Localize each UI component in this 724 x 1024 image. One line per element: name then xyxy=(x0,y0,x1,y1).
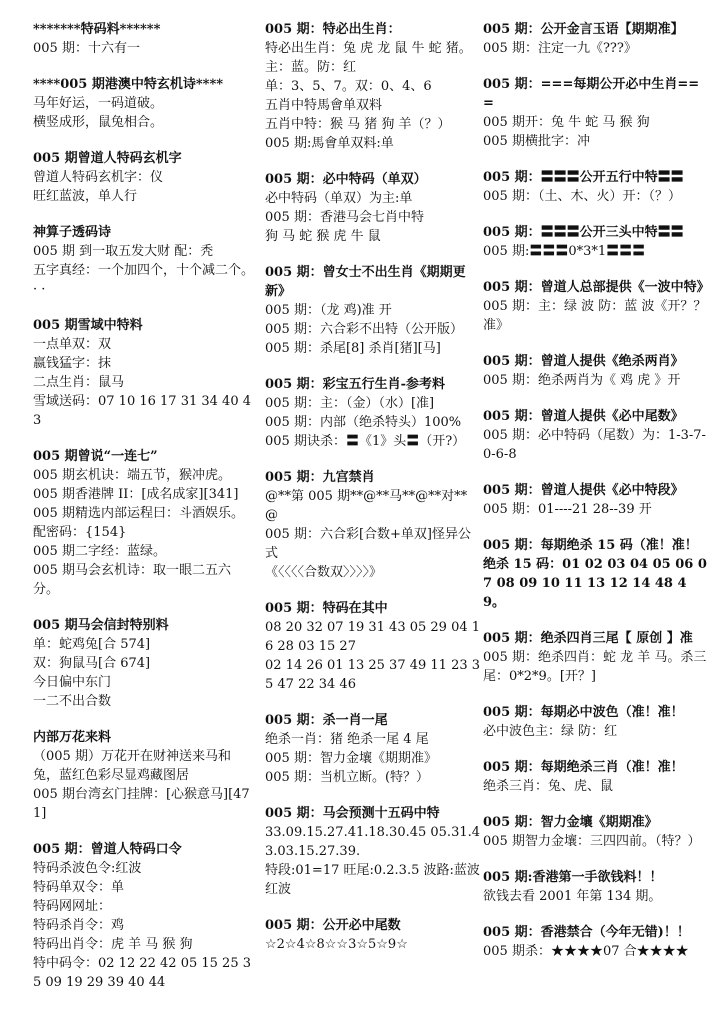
block-heading: 005 期：特码在其中 xyxy=(265,601,388,616)
block-heading: 005 期：公开必中尾数 xyxy=(265,918,401,933)
block-heading: 005 期：智力金壤《期期准》 xyxy=(483,815,658,830)
block-line: 005 期精选内部运程曰：斗酒娱乐。 xyxy=(33,506,244,521)
text-block xyxy=(483,536,708,612)
block-line: 005 期横批字：冲 xyxy=(483,134,590,149)
block-line: 005 期智力金壤：三四四前。（特？） xyxy=(483,834,701,849)
block-line: 005 期台湾玄门挂牌：[心猴意马][471] xyxy=(33,787,250,821)
block-heading: 005 期:香港第一手欲钱料！！ xyxy=(483,870,663,885)
block-line: 欲钱去看 2001 年第 134 期。 xyxy=(483,889,662,904)
block-line: 必中波色主：绿 防：红 xyxy=(483,724,618,739)
block-line: 旺红蓝波，单人行 xyxy=(33,189,138,204)
block-line: 005 期：主：绿 波 防：蓝 波《开？？准》 xyxy=(483,299,707,333)
text-block xyxy=(33,316,255,430)
block-line: 今日偏中东门 xyxy=(33,675,112,690)
block-line: 特码单双令：单 xyxy=(33,880,125,895)
block-heading: 005 期马会信封特别料 xyxy=(33,618,169,633)
block-line: 08 20 32 07 19 31 43 05 29 04 16 28 03 15 27 xyxy=(265,620,481,654)
block-line: 一二不出合数 xyxy=(33,694,112,709)
text-block xyxy=(33,616,255,711)
text-block xyxy=(33,223,255,299)
block-heading: 005 期曾道人特码玄机字 xyxy=(33,151,182,166)
block-line: 005 期开：兔 牛 蛇 马 猴 狗 xyxy=(483,115,650,130)
block-line: 005 期：01----21 28--39 开 xyxy=(483,502,652,517)
block-line: 005 期：（龙 鸡)准 开 xyxy=(265,303,392,318)
block-line: 005 期：智力金壤《期期准》 xyxy=(265,751,437,766)
block-line: 005 期香港牌 II：[成名成家][341] xyxy=(33,487,239,502)
text-block xyxy=(483,407,708,464)
block-line: 五字真经：一个加四个，十个减二个。 xyxy=(33,263,255,278)
block-heading: ****005 期港澳中特玄机诗**** xyxy=(33,77,224,92)
block-line: 特码出肖令：虎 羊 马 猴 狗 xyxy=(33,937,193,952)
block-line: 特码杀波色令:红波 xyxy=(33,861,142,876)
column-middle xyxy=(265,20,480,971)
text-block xyxy=(265,263,480,358)
block-heading: 005 期：曾道人提供《必中特段》 xyxy=(483,483,684,498)
text-block xyxy=(265,170,480,246)
block-heading: 005 期雪域中特料 xyxy=(33,318,143,333)
block-heading: 内部万花来料 xyxy=(33,730,112,745)
block-heading: 005 期：必中特码（单双） xyxy=(265,172,427,187)
text-block xyxy=(483,352,708,390)
block-line: 双：狗鼠马[合 674] xyxy=(33,656,151,671)
block-heading: 005 期：马会预测十五码中特 xyxy=(265,806,440,821)
block-line: 马年好运，一码道破。 xyxy=(33,96,164,111)
text-block xyxy=(265,804,480,899)
block-line: 一点单双：双 xyxy=(33,337,112,352)
block-line: 005 期：绝杀两肖为《 鸡 虎 》开 xyxy=(483,373,681,388)
text-block xyxy=(265,599,480,694)
text-block xyxy=(483,168,708,206)
block-line: 005 期：六合彩[合数+单双]怪异公式 xyxy=(265,527,471,561)
block-heading: 005 期：曾道人提供《必中尾数》 xyxy=(483,409,684,424)
block-heading: 005 期曾说“一连七” xyxy=(33,449,158,464)
block-line: 005 期：必中特码（尾数）为：1-3-7-0-6-8 xyxy=(483,428,706,462)
block-heading: 005 期：曾道人特码口令 xyxy=(33,842,182,857)
block-line: ☆2☆4☆8☆☆3☆5☆9☆ xyxy=(265,937,408,952)
block-line: 005 期：香港马会七肖中特 xyxy=(265,210,424,225)
block-line: 005 期：（土、木、火）开：（？） xyxy=(483,189,681,204)
text-block xyxy=(33,149,255,206)
block-line: · · xyxy=(33,282,46,297)
block-line: 特码杀肖令：鸡 xyxy=(33,918,125,933)
block-heading: 005 期：曾女士不出生肖《期期更新》 xyxy=(265,265,466,299)
block-line: 005 期杀：★★★★07 合★★★★ xyxy=(483,944,689,959)
block-line: 五肖中特：猴 马 猪 狗 羊（？） xyxy=(265,117,451,132)
block-line: 单：蛇鸡兔[合 574] xyxy=(33,637,151,652)
block-line: 狗 马 蛇 猴 虎 牛 鼠 xyxy=(265,229,381,244)
column-right xyxy=(483,20,708,978)
text-block xyxy=(483,75,708,151)
block-heading: 005 期：〓〓〓公开三头中特〓〓 xyxy=(483,225,684,240)
text-block xyxy=(265,916,480,954)
block-line: 005 期诀杀：〓《1》头〓（开?） xyxy=(265,434,466,449)
block-line: 曾道人特码玄机字：仪 xyxy=(33,170,164,185)
block-line: 绝杀一肖：猪 绝杀一尾 4 尾 xyxy=(265,732,429,747)
block-line: 005 期马会玄机诗：取一眼二五六分。 xyxy=(33,563,231,597)
block-line: 《〈〈〈〈合数双〉〉〉〉》 xyxy=(265,565,383,580)
text-block xyxy=(483,629,708,686)
block-line: 005 期：十六有一 xyxy=(33,41,140,56)
text-block xyxy=(483,20,708,58)
block-line: 005 期：六合彩不出特（公开版） xyxy=(265,322,463,337)
block-line: 特码网网址： xyxy=(33,899,112,914)
text-block xyxy=(483,813,708,851)
block-line: 二点生肖：鼠马 xyxy=(33,375,125,390)
text-block xyxy=(265,711,480,787)
block-heading: 005 期：〓〓〓公开五行中特〓〓 xyxy=(483,170,684,185)
block-line: 005 期二字经：蓝绿。 xyxy=(33,544,166,559)
block-line: 005 期：杀尾[8] 杀肖[猪][马] xyxy=(265,341,441,356)
text-block xyxy=(483,278,708,335)
block-line: 五肖中特馬會单双料 xyxy=(265,98,383,113)
block-heading: 005 期：每期必中波色（准！准！ xyxy=(483,705,684,720)
block-heading: 005 期：绝杀四肖三尾【 原创 】准 xyxy=(483,631,693,646)
column-left xyxy=(33,20,255,1009)
block-line: 33.09.15.27.41.18.30.45 05.31.43.03.15.27.39. xyxy=(265,825,481,859)
text-block xyxy=(33,75,255,132)
block-line: 005 期：当机立断。(特？） xyxy=(265,770,430,785)
block-line: 005 期：主：（金）（水）[准] xyxy=(265,396,435,411)
block-heading: 005 期：===每期公开必中生肖=== xyxy=(483,77,700,111)
block-line: @**第 005 期**@**马**@**对**@ xyxy=(265,489,468,523)
text-block xyxy=(483,703,708,741)
block-line: 005 期：绝杀四肖：蛇 龙 羊 马。杀三尾：0*2*9。[开？] xyxy=(483,650,707,684)
block-line: 单：3、5、7。双：0、4、6 xyxy=(265,79,432,94)
block-heading: 005 期：曾道人总部提供《一波中特》 xyxy=(483,280,710,295)
block-heading: *******特码料****** xyxy=(33,22,161,37)
block-line: 005 期：注定一九《???》 xyxy=(483,41,637,56)
block-line: （005 期）万花开在财神送来马和兔，蓝红色彩尽显鸡藏图居 xyxy=(33,749,231,783)
block-line: 特段:01=17 旺尾:0.2.3.5 波路:蓝波红波 xyxy=(265,863,480,897)
block-heading: 神算子透码诗 xyxy=(33,225,112,240)
block-line: 嬴钱猛字：抹 xyxy=(33,356,112,371)
block-heading: 005 期：公开金言玉语【期期准】 xyxy=(483,22,684,37)
block-heading: 005 期：每期绝杀三肖（准！准！ xyxy=(483,760,684,775)
block-line: 02 14 26 01 13 25 37 49 11 23 35 47 22 34 46 xyxy=(265,658,481,692)
block-line: 雪域送码：07 10 16 17 31 34 40 43 xyxy=(33,394,251,428)
text-block xyxy=(483,481,708,519)
block-line: 必中特码（单双）为主:单 xyxy=(265,191,413,206)
block-line: 配密码：{154} xyxy=(33,525,127,540)
block-line: 005 期玄机诀：端五节，猴冲虎。 xyxy=(33,468,231,483)
text-block xyxy=(33,447,255,599)
block-heading: 005 期：杀一肖一尾 xyxy=(265,713,388,728)
text-block xyxy=(483,923,708,961)
text-block xyxy=(483,868,708,906)
block-heading: 005 期：特必出生肖： xyxy=(265,22,401,37)
text-block xyxy=(265,468,480,582)
block-line: 005 期 到一取五发大财 配：秃 xyxy=(33,244,214,259)
block-line: 特中码令：02 12 22 42 05 15 25 35 09 19 29 39 40 44 xyxy=(33,956,251,990)
text-block xyxy=(33,840,255,992)
block-line: 横竖成形，鼠兔相合。 xyxy=(33,115,164,130)
block-line: 主：蓝。防：红 xyxy=(265,60,357,75)
text-block xyxy=(265,20,480,153)
block-heading: 005 期：每期绝杀 15 码（准！准！绝杀 15 码：01 02 03 04 05 06 07 08 09 10 11 13 12 14 48 49。 xyxy=(483,538,707,610)
block-heading: 005 期：九宫禁肖 xyxy=(265,470,375,485)
block-line: 005 期:馬會单双料:单 xyxy=(265,136,394,151)
block-line: 绝杀三肖：兔、虎、鼠 xyxy=(483,779,614,794)
text-block xyxy=(33,728,255,823)
text-block xyxy=(33,20,255,58)
text-block xyxy=(483,758,708,796)
block-line: 005 期:〓〓〓0*3*1〓〓〓 xyxy=(483,244,646,259)
block-heading: 005 期：彩宝五行生肖-参考料 xyxy=(265,377,446,392)
text-block xyxy=(483,223,708,261)
block-heading: 005 期：香港禁合（今年无错)！！ xyxy=(483,925,690,940)
block-heading: 005 期：曾道人提供《绝杀两肖》 xyxy=(483,354,684,369)
block-line: 特必出生肖：兔 虎 龙 鼠 牛 蛇 猪。 xyxy=(265,41,472,56)
block-line: 005 期：内部（绝杀特头）100% xyxy=(265,415,462,430)
text-block xyxy=(265,375,480,451)
